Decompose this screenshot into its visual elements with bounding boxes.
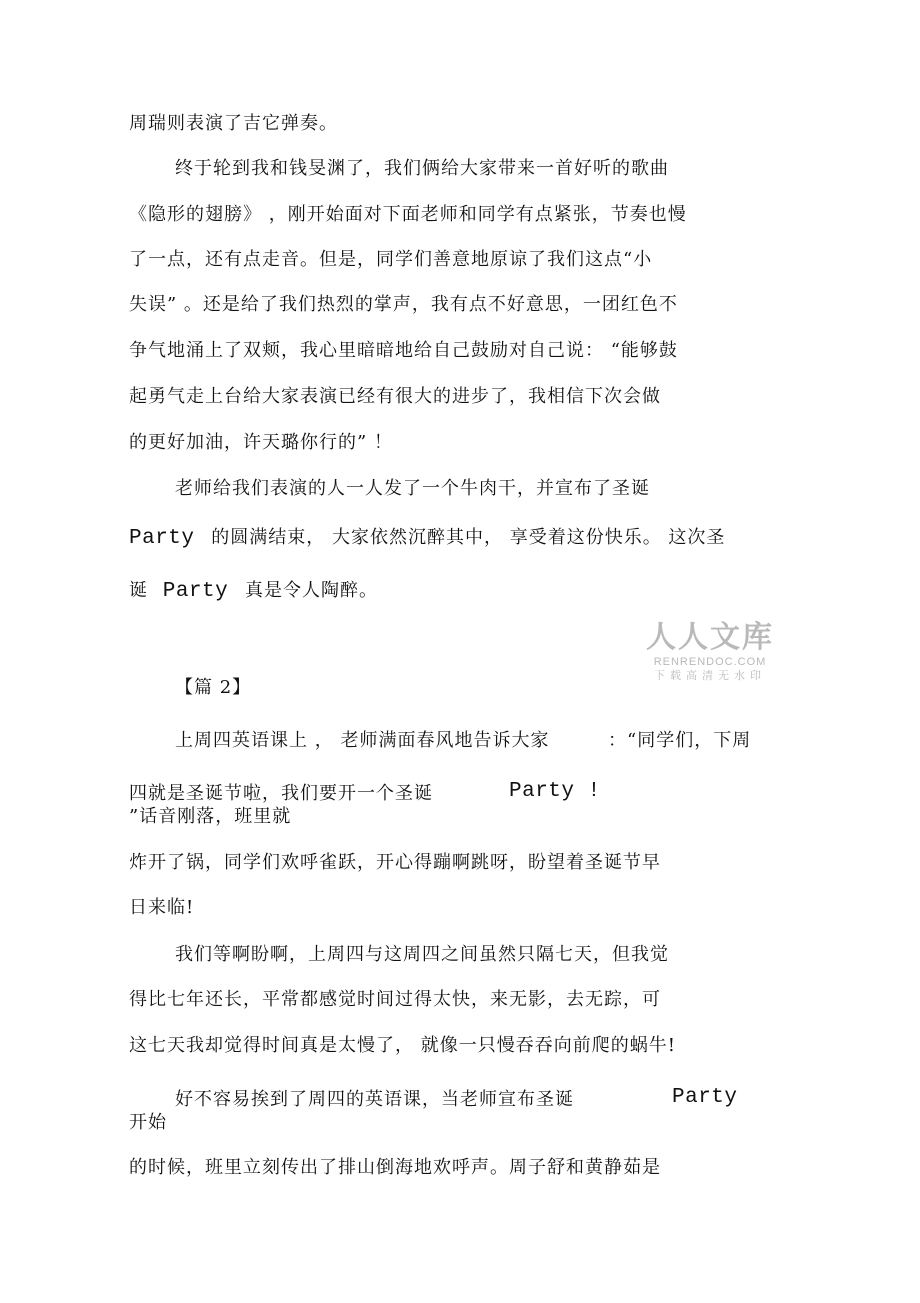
paragraph-line: 《隐形的翅膀》 ，刚开始面对下面老师和同学有点紧张，节奏也慢: [129, 204, 687, 225]
paragraph-line: ：“同学们，下周: [608, 730, 752, 751]
paragraph-line: 开始: [129, 1112, 167, 1133]
paragraph-line: [129, 527, 725, 550]
paragraph-line: 这七天我却觉得时间真是太慢了， 就像一只慢吞吞向前爬的蜗牛!: [129, 1035, 676, 1056]
paragraph-line: [129, 580, 378, 603]
watermark-site: RENRENDOC.COM: [653, 656, 767, 668]
paragraph-line: 炸开了锅，同学们欢呼雀跃，开心得蹦啊跳呀，盼望着圣诞节早: [129, 852, 661, 873]
paragraph-line: 争气地涌上了双颊，我心里暗暗地给自己鼓励对自己说： “能够鼓: [129, 340, 678, 361]
paragraph-line: 了一点，还有点走音。但是，同学们善意地原谅了我们这点“小: [129, 249, 653, 270]
paragraph-line: 周瑞则表演了吉它弹奏。: [129, 113, 338, 134]
latin-word: Party: [129, 527, 195, 550]
latin-word: Party: [162, 580, 229, 603]
paragraph-line: 四就是圣诞节啦，我们要开一个圣诞: [129, 783, 433, 804]
paragraph-text: 诞: [129, 580, 148, 601]
paragraph-line: 得比七年还长，平常都感觉时间过得太快，来无影，去无踪，可: [129, 989, 661, 1010]
latin-word: Party !: [509, 780, 601, 803]
paragraph-line: 失误” 。还是给了我们热烈的掌声，我有点不好意思，一团红色不: [129, 294, 678, 315]
paragraph-line: 好不容易挨到了周四的英语课，当老师宣布圣诞: [175, 1089, 574, 1110]
watermark-logo: [640, 621, 780, 683]
section-heading: 【篇 2】: [175, 677, 252, 698]
watermark-tagline: 下载高清无水印: [654, 669, 766, 682]
paragraph-line: ”话音刚落，班里就: [129, 806, 292, 827]
paragraph-line: 终于轮到我和钱旻渊了，我们俩给大家带来一首好听的歌曲: [175, 158, 669, 179]
paragraph-text: 真是令人陶醉。: [244, 580, 378, 601]
paragraph-text: 的圆满结束， 大家依然沉醉其中， 享受着这份快乐。 这次圣: [211, 527, 726, 548]
paragraph-line: 上周四英语课上 ， 老师满面春风地告诉大家: [175, 730, 550, 751]
paragraph-line: 日来临!: [129, 897, 195, 918]
paragraph-line: 我们等啊盼啊，上周四与这周四之间虽然只隔七天，但我觉: [175, 944, 669, 965]
paragraph-line: 的更好加油，许天璐你行的” ！: [129, 432, 393, 453]
latin-word: Party: [672, 1086, 738, 1109]
paragraph-line: 的时候，班里立刻传出了排山倒海地欢呼声。周子舒和黄静茹是: [129, 1157, 661, 1178]
paragraph-line: 起勇气走上台给大家表演已经有很大的进步了，我相信下次会做: [129, 386, 661, 407]
paragraph-line: 老师给我们表演的人一人发了一个牛肉干，并宣布了圣诞: [175, 478, 650, 499]
watermark-title: 人人文库: [646, 620, 774, 655]
